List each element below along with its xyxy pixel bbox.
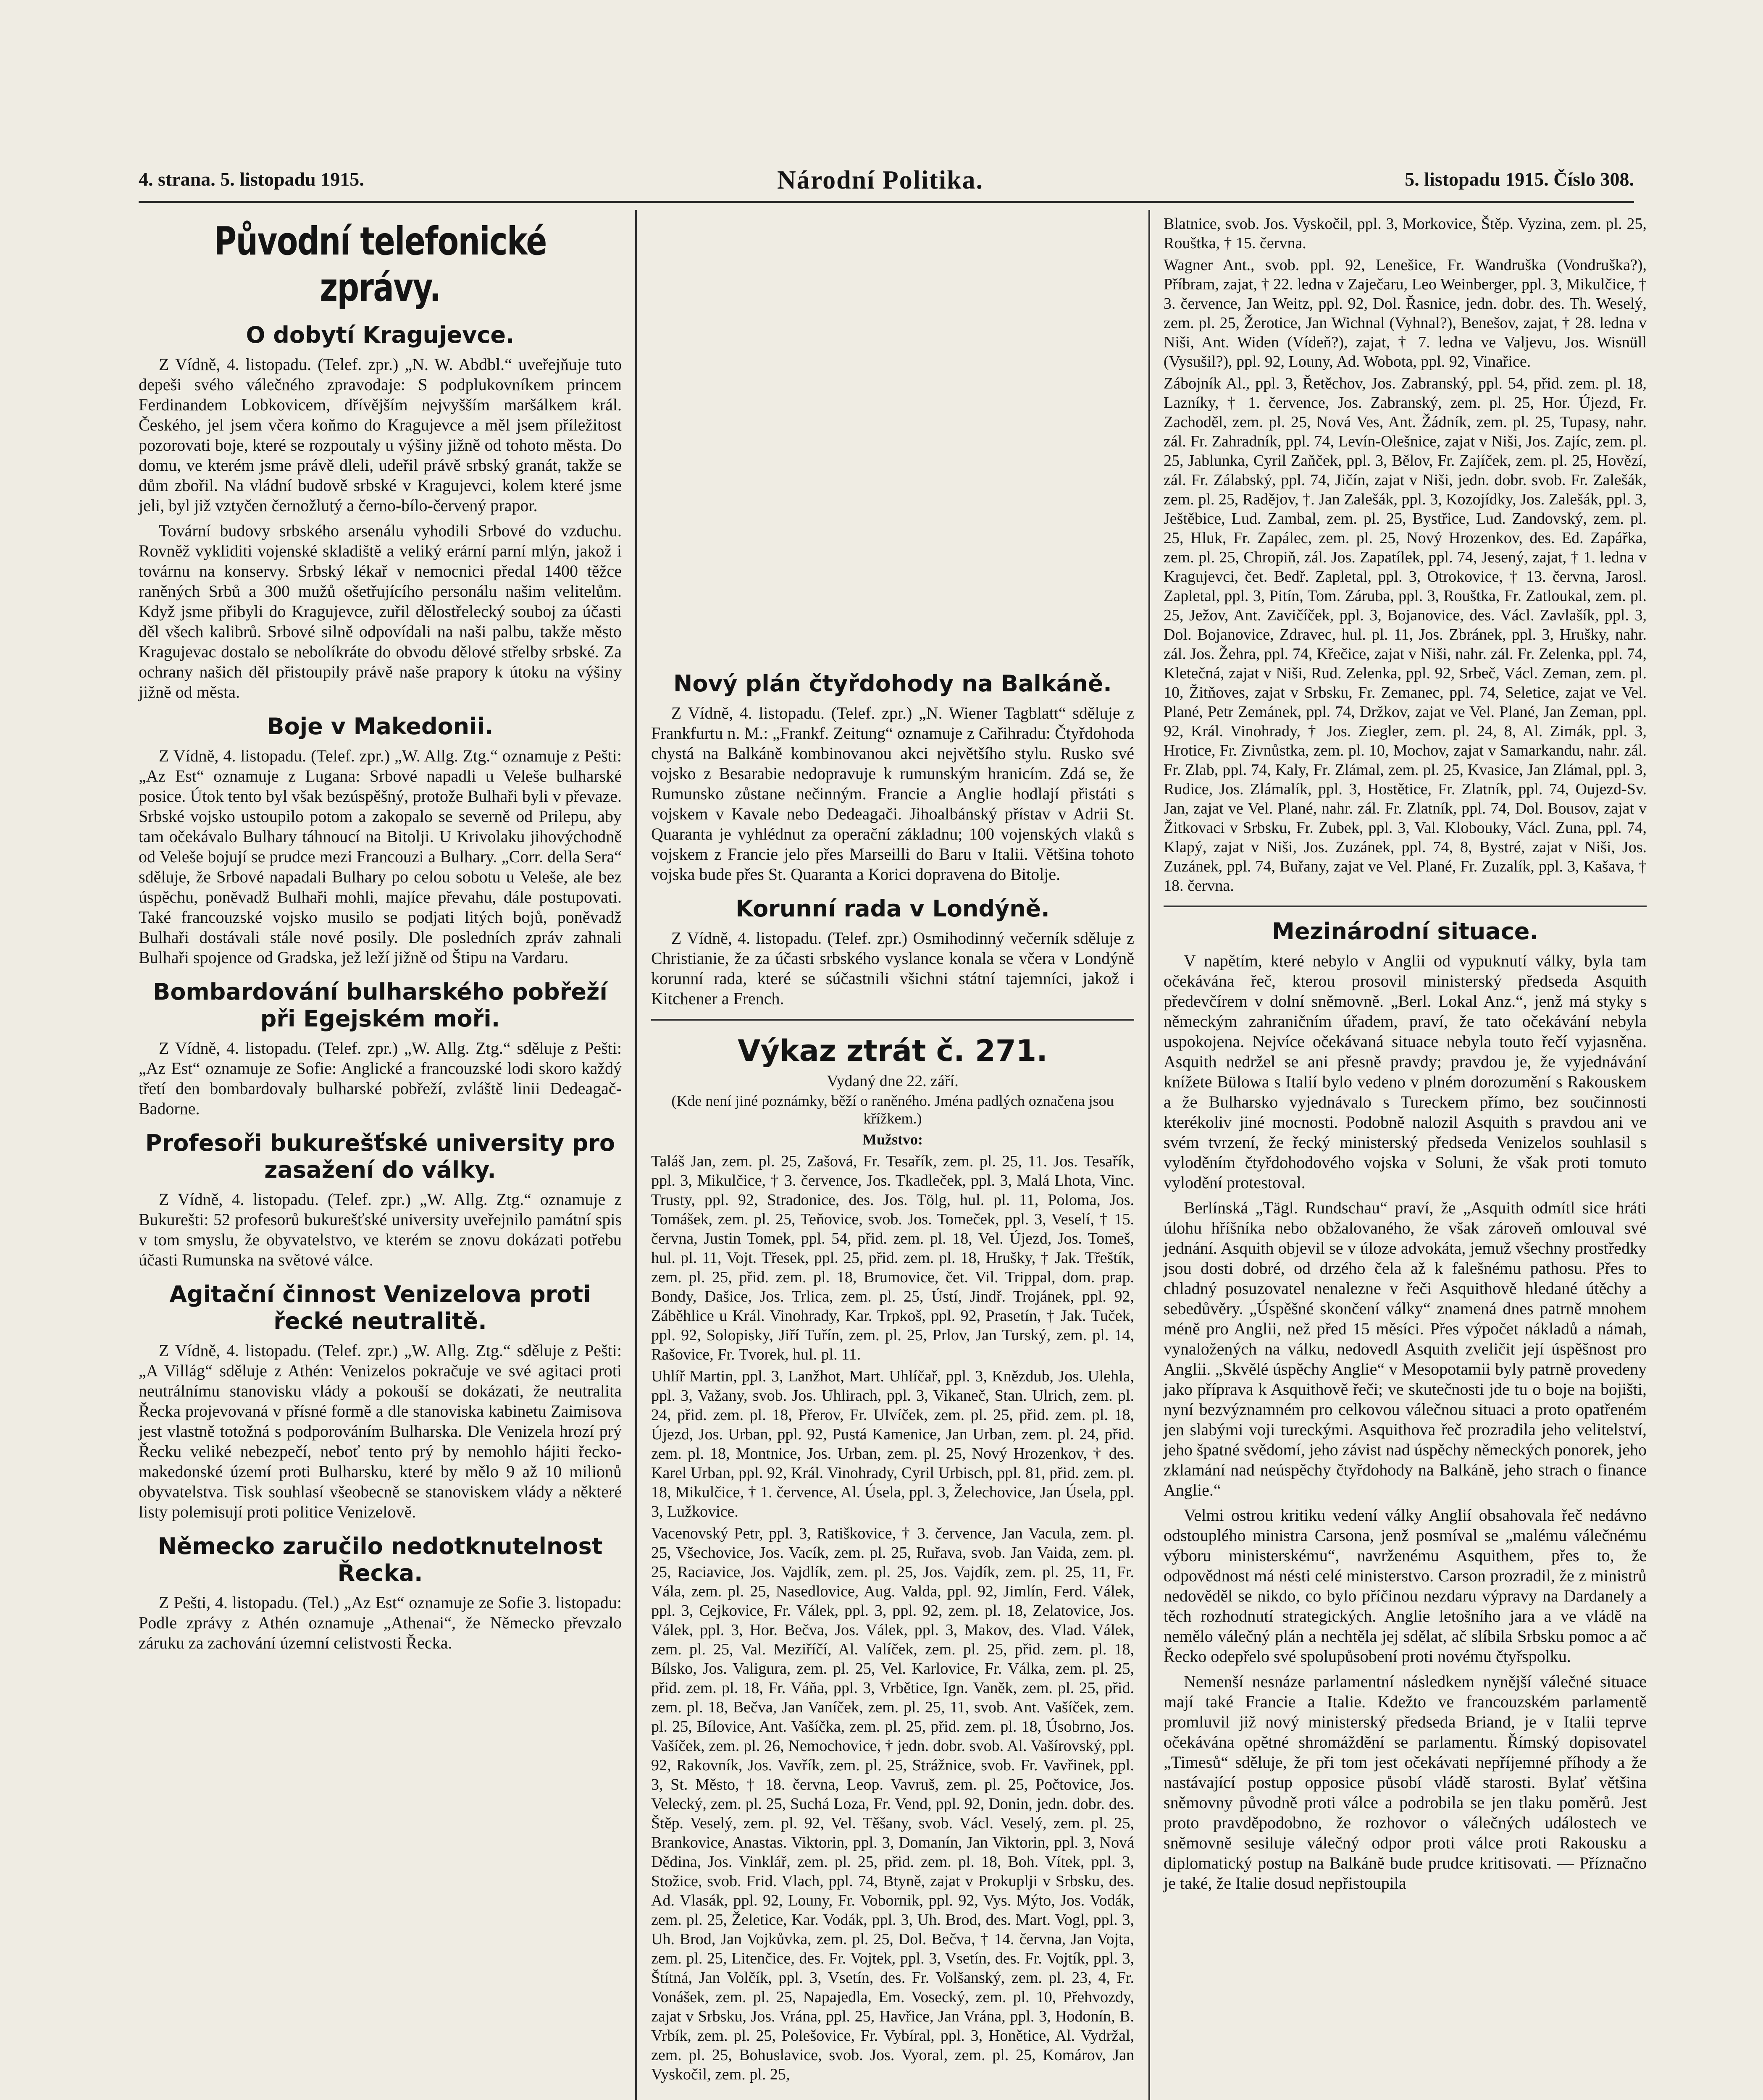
column-1 xyxy=(139,214,622,1652)
page-header xyxy=(139,168,1634,197)
section-rule xyxy=(651,1019,1134,1021)
column-2 xyxy=(651,214,1134,2100)
masthead: Národní Politika. xyxy=(777,166,984,194)
article-heading: Agitační činnost Venizelova proti řecké neutralitě. xyxy=(169,1281,591,1334)
header-rule xyxy=(139,201,1634,203)
article-paragraph: Z Vídně, 4. listopadu. (Telef. zpr.) Osmihodinný večerník sděluje z Christianie, že za účasti srbského vyslance konala se včera v Londýně korunní rada, které se súčastnili všichni státní tajemníci, jakož i Kitchener a French. xyxy=(651,929,1134,1008)
losses-note: (Kde není jiné poznámky, běží o raněného. Jména padlých označena jsou křížkem.) xyxy=(671,1092,1114,1127)
casualty-list-paragraph: Vacenovský Petr, ppl. 3, Ratiškovice, † 3. července, Jan Vacula, zem. pl. 25, Všechovice, Jos. Vacík, zem. pl. 25, Ruřava, svob. Jan Vaida, zem. pl. 25, Raciavice, Jos. Vajdlík, zem. pl. 25, Jos. Vajdík, zem. pl. 25, 11, Fr. Vála, zem. pl. 25, Nasedlovice, Aug. Valda, ppl. 92, Jimlín, Ferd. Válek, ppl. 3, Cejkovice, Fr. Válek, ppl. 3, ppl. 92, zem. pl. 18, Zelatovice, Jos. Válek, ppl. 3, Hor. Bečva, Jos. Válek, ppl. 3, Makov, des. Vlad. Válek, zem. pl. 25, Val. Meziříčí, Al. Valíček, zem. pl. 25, přid. zem. pl. 18, Bílsko, Jos. Valigura, zem. pl. 25, Vel. Karlovice, Fr. Válka, zem. pl. 25, přid. zem. pl. 18, Fr. Váňa, ppl. 3, Vrbětice, Ign. Vaněk, zem. pl. 25, přid. zem. pl. 18, Bečva, Jan Vaníček, zem. pl. 25, 11, svob. Ant. Vašíček, zem. pl. 25, Bílovice, Ant. Vašíčka, zem. pl. 25, přid. zem. pl. 18, Úsobrno, Jos. Vašíček, zem. pl. 26, Nemochovice, † jedn. dobr. svob. Al. Vašírovský, ppl. 92, Rakovník, Jos. Vavřík, zem. pl. 25, Strážnice, svob. Fr. Vavřinek, ppl. 3, St. Město, † 18. června, Leop. Vavruš, zem. pl. 25, Počtovice, Jos. Velecký, zem. pl. 25, Suchá Loza, Fr. Vend, ppl. 92, Donin, jedn. dobr. des. Štěp. Veselý, zem. pl. 92, Vel. Těšany, svob. Václ. Veselý, zem. pl. 25, Brankovice, Anastas. Viktorin, ppl. 3, Domanín, Jan Viktorin, ppl. 3, Nová Dědina, Jos. Vinklář, zem. pl. 25, přid. zem. pl. 18, Boh. Vítek, ppl. 3, Stožice, svob. Frid. Vlach, ppl. 74, Btyně, zajat v Prokuplji v Srbsku, des. Ad. Vlasák, ppl. 92, Louny, Fr. Vobornik, ppl. 92, Vys. Mýto, Jos. Vodák, zem. pl. 25, Želetice, Kar. Vodák, ppl. 3, Uh. Brod, des. Mart. Vogl, ppl. 3, Uh. Brod, Jan Vojkůvka, zem. pl. 25, Dol. Bečva, † 14. června, Jan Vojta, zem. pl. 25, Litenčice, des. Fr. Vojtek, ppl. 3, Vsetín, des. Fr. Vojtík, ppl. 3, Štítná, Jan Volčík, ppl. 3, Vsetín, des. Fr. Volšanský, zem. pl. 23, 4, Fr. Vonášek, zem. pl. 25, Napajedla, Em. Vosecký, zem. pl. 10, Přehvozdy, zajat v Srbsku, Jos. Vrána, ppl. 25, Havřice, Jan Vrána, ppl. 3, Hodonín, B. Vrbík, zem. pl. 25, Polešovice, Fr. Vybíral, ppl. 3, Honětice, Al. Vydržal, zem. pl. 25, Bohuslavice, svob. Jos. Vyoral, zem. pl. 25, Komárov, Jan Vyskočil, zem. pl. 25, xyxy=(651,1525,1134,2083)
article-heading: Profesoři bukurešťské university pro zasažení do války. xyxy=(145,1130,615,1183)
article-title: Mezinárodní situace. xyxy=(1272,918,1538,945)
article-paragraph: Z Vídně, 4. listopadu. (Telef. zpr.) „W. Allg. Ztg.“ sděluje z Pešti: „Az Est“ oznamuje ze Sofie: Anglické a francouzské lodi skoro každý třetí den bombardovaly bulharské pobřeží, zvláště linii Dedeagač-Badorne. xyxy=(139,1039,622,1118)
article-paragraph: Z Vídně, 4. listopadu. (Telef. zpr.) „W. Allg. Ztg.“ sděluje z Pešti: „A Villág“ sděluje z Athén: Venizelos pokračuje ve své agitaci proti neutrálnímu stanovisku vlády a pokouší se dokázati, že neutralita Řecka projevovaná v přísné formě a dle stanoviska kabinetu Zaimisova jest vlastně totožná s podporováním Bulharska. Dle Venizela hrozí prý Řecku veliké nebezpečí, neboť tento prý by nemohlo hájiti řecko-makedonské území proti Bulharsku, které by mělo 9 až 10 milionů obyvatelstva. Tisk souhlasí všeobecně se stanoviskem vlády a některé listy polemisují proti politice Venizelově. xyxy=(139,1341,622,1521)
section-title: Původní telefonické zprávy. xyxy=(214,219,547,310)
losses-report xyxy=(651,1033,1134,2084)
article-paragraph: Tovární budovy srbského arsenálu vyhodili Srbové do vzduchu. Rovněž vykliditi vojenské skladiště a veliký erární parní mlýn, jakož i továrnu na konservy. Srbský lékař v nemocnici předal 1400 těžce raněných Srbů a 300 mužů ošetřujícího personálu našim velitelům. Když jsme přibyli do Kragujevce, zuřil dělostřelecký souboj za účasti děl všech kalibrů. Srbové silně odpovídali na naši palbu, takže město Kragujevac dostalo se nebolíkráte do obvodu dělové střelby srbské. Za ochrany našich děl přistoupily právě naše prapory k útoku na výšiny jižně od města. xyxy=(139,521,622,701)
casualty-list-paragraph: Uhlíř Martin, ppl. 3, Lanžhot, Mart. Uhlíčař, ppl. 3, Knězdub, Jos. Ulehla, ppl. 3, Važany, svob. Jos. Uhlirach, ppl. 3, Vikaneč, Stan. Ulrich, zem. pl. 24, přid. zem. pl. 18, Přerov, Fr. Ulvíček, zem. pl. 25, přid. zem. pl. 18, Újezd, Jos. Urban, ppl. 92, Pustá Kamenice, Jan Urban, zem. pl. 24, přid. zem. pl. 18, Montnice, Jos. Urban, zem. pl. 25, Nový Hrozenkov, † des. Karel Urban, ppl. 92, Král. Vinohrady, Cyril Urbisch, ppl. 81, přid. zem. pl. 18, Mikulčice, † 1. července, Al. Úsela, ppl. 3, Želechovice, Jan Úsela, ppl. 3, Lužkovice. xyxy=(651,1368,1134,1520)
article-heading: Nový plán čtyřdohody na Balkáně. xyxy=(673,670,1112,697)
article-paragraph: Berlínská „Tägl. Rundschau“ praví, že „Asquith odmítl sice hráti úlohu hříšníka nebo obžalovaného, že však zároveň omlouval své jednání. Asquith objevil se v úloze advokáta, jemuž všechny prostředky jsou dosti dobré, od drzého čela až k falešnému pathosu. Přes to chladný posuzovatel nenalezne v řeči Asquithově hledané útěchy a sebedůvěry. „Úspěšné skončení války“ znamená dnes patrně mnohem méně pro Anglii, než před 15 měsíci. Přes výpočet nákladů a námah, vynaložených na válku, nedovedl Asquith zveličit její úspěšnost pro Anglii. „Skvělé úspěchy Anglie“ v Mesopotamii byly patrně provedeny jako příprava k Asquithově řeči; ve skutečnosti jde tu o boje na bojišti, nyní bezvýznamném pro celkovou válečnou situaci a proto opatřeném jen slabými voji tureckými. Asquithova řeč prozradila jeho velitelství, jeho špatné svědomí, jeho závist nad úspěchy německých ponorek, jeho zklamání nad neúspěchy čtyřdohody na Balkáně, jeho strach o finance Anglie.“ xyxy=(1164,1198,1647,1499)
article-paragraph: Z Vídně, 4. listopadu. (Telef. zpr.) „W. Allg. Ztg.“ oznamuje z Bukurešti: 52 profesorů bukurešťské university uveřejnilo památní spis v tom smyslu, že obyvatelstvo, ve kterém se znovu dokázati potřebu účasti Rumunska na světové válce. xyxy=(139,1190,622,1269)
column-divider-1 xyxy=(635,210,637,2100)
article-heading: Bombardování bulharského pobřeží při Egejském moři. xyxy=(153,979,607,1032)
article-paragraph: Z Pešti, 4. listopadu. (Tel.) „Az Est“ oznamuje ze Sofie 3. listopadu: Podle zprávy z Athén oznamuje „Athenai“, že Německo převzalo záruku za zachování územní celistvosti Řecka. xyxy=(139,1593,622,1652)
losses-title: Výkaz ztrát č. 271. xyxy=(738,1034,1048,1068)
article-paragraph: Z Vídně, 4. listopadu. (Telef. zpr.) „N. W. Abdbl.“ uveřejňuje tuto depeši svého válečného zpravodaje: S podplukovníkem princem Ferdinandem Lobkovicem, dřívějším nejvyšším maršálkem král. Českého, jel jsem včera koňmo do Kragujevce a měl jsem příležitost pozorovati boje, které se rozpoutaly u výšiny jižně od tohoto města. Do domu, ve kterém jsme právě dleli, udeřil právě srbský granát, takže se dům zbořil. Na vládní budově srbské v Kragujevci, kolem které jsme jeli, byl již vztyčen černožlutý a černo-bílo-červený prapor. xyxy=(139,355,622,515)
article-paragraph: Velmi ostrou kritiku vedení války Anglií obsahovala řeč nedávno odstouplého ministra Carsona, jenž posmíval se „malému válečnému výboru ministerskému“, navrženému Asquithem, přes to, že odpovědnost má nésti celé ministerstvo. Carson prozradil, že z ministrů nedověděl se nikdo, co bylo příčinou nezdaru výpravy na Dardanely a těch rozhodnutí strategických. Anglie letošního jara a ve vládě na nemělo válečný plán a nechtěla jej sdělat, ač slíbila Srbsku pomoc a ač Řecko odepřelo své spolupůsobení proti novému čtyřspolku. xyxy=(1164,1506,1647,1666)
article-heading: O dobytí Kragujevce. xyxy=(246,322,515,348)
article-paragraph: Z Vídně, 4. listopadu. (Telef. zpr.) „W. Allg. Ztg.“ oznamuje z Pešti: „Az Est“ oznamuje z Lugana: Srbové napadli u Veleše bulharské posice. Útok tento byl však bezúspěšný, protože Bulhaři byli v převaze. Srbské vojsko ustoupilo potom a zakopalo se severně od Prilepu, aby tam očekávalo Bulhary táhnoucí na Bitolji. U Krivolaku jihovýchodně od Veleše bojují se prudce mezi Francouzi a Bulhary. „Corr. della Sera“ sděluje, že Srbové napadali Bulhary po celou sobotu u Veleše, ale bez úspěchu, poněvadž Bulhaři mohli, majíce převahu, dále postupovati. Také francouzské vojsko musilo se podjati litých bojů, poněvadž Bulhaři dostávali stále nové posily. Dle posledních zpráv zahnali Bulhaři spojence od Gradska, jež leží jižně od Štipu na Vardaru. xyxy=(139,746,622,967)
article-paragraph: Nemenší nesnáze parlamentní následkem nynější válečné situace mají také Francie a Italie. Kdežto ve francouzském parlamentě promluvil již nový ministerský předseda Briand, je v Italii teprve očekávána opětné shromáždění se parlamentu. Římský dopisovatel „Timesů“ sděluje, že při tom jest očekávati nepříjemné příhody a že nastávající postup opposice působí vládě starosti. Bylať většina sněmovny původně proti válce a podrobila se jen tlaku poměrů. Jest proto pravděpodobno, že rozhovor o válečných událostech ve sněmovně sesiluje válečný odpor proti válce proti Rakousku a diplomatický postup na Balkáně bude prudce kritisovati. — Příznačno je také, že Italie dosud nepřistoupila xyxy=(1164,1672,1647,1893)
casualty-list-paragraph: Zábojník Al., ppl. 3, Řetěchov, Jos. Zabranský, ppl. 54, přid. zem. pl. 18, Lazníky, † 1. července, Jos. Zabranský, zem. pl. 25, Hor. Újezd, Fr. Zachoděl, zem. pl. 25, Nová Ves, Ant. Žádník, zem. pl. 25, Tupasy, nahr. zál. Fr. Zahradník, ppl. 74, Levín-Olešnice, zajat v Niši, Jos. Zajíc, zem. pl. 25, Jablunka, Cyril Zaňček, ppl. 3, Bělov, Fr. Zajíček, zem. pl. 25, Hovězí, zál. Fr. Zálabský, ppl. 74, Jičín, zajat v Niši, jedn. dobr. svob. Fr. Zalešák, zem. pl. 25, Radějov, †. Jan Zalešák, ppl. 3, Kozojídky, Jos. Zalešák, ppl. 3, Ještěbice, Lud. Zambal, zem. pl. 25, Bystřice, Lud. Zandovský, zem. pl. 25, Hluk, Fr. Zapálec, zem. pl. 25, Nový Hrozenkov, des. Ed. Zapářka, zem. pl. 25, Chropiň, zál. Jos. Zapatílek, ppl. 74, Jesený, zajat, † 1. ledna v Kragujevci, čet. Bedř. Zapletal, ppl. 3, Otrokovice, † 13. června, Jarosl. Zapletal, ppl. 3, Pitín, Tom. Záruba, ppl. 3, Rouštka, Fr. Zatloukal, zem. pl. 25, Ježov, Ant. Zavičíček, ppl. 3, Bojanovice, des. Václ. Zavlašík, ppl. 3, Dol. Bojanovice, Zdravec, hul. pl. 11, Jos. Zbránek, ppl. 3, Hrušky, nahr. zál. Jos. Žehra, ppl. 74, Křečice, zajat v Niši, nahr. zál. Fr. Zelenka, ppl. 74, Kletečná, zajat v Niši, Rud. Zelenka, ppl. 92, Srbeč, Václ. Zeman, zem. pl. 10, Žitňoves, zajat v Srbsku, Fr. Zemanec, ppl. 74, Seletice, zajat ve Vel. Plané, Petr Zemánek, ppl. 74, Držkov, zajat ve Vel. Plané, Jan Zeman, ppl. 92, Král. Vinohrady, † Jos. Ziegler, zem. pl. 24, 8, Al. Zimák, ppl. 3, Hrotice, Fr. Zivnůstka, zem. pl. 10, Mochov, zajat v Samarkandu, nahr. zál. Fr. Zlab, ppl. 74, Kaly, Fr. Zlámal, zem. pl. 25, Kvasice, Jan Zlámal, ppl. 3, Rudice, Jos. Zlámalík, ppl. 3, Hostětice, Fr. Zlatník, ppl. 74, Oujezd-Sv. Jan, zajat ve Vel. Plané, nahr. zál. Fr. Zlatník, ppl. 74, Dol. Bousov, zajat v Žitkovaci v Srbsku, Fr. Zubek, ppl. 3, Val. Klobouky, Václ. Zuna, ppl. 74, Klapý, zajat v Niši, Jos. Zuzánek, ppl. 74, 8, Bystré, zajat v Niši, Jos. Zuzánek, ppl. 74, Buřany, zajat ve Vel. Plané, Fr. Zuzalík, ppl. 3, Kašava, † 18. června. xyxy=(1164,375,1647,895)
header-left: 4. strana. 5. listopadu 1915. xyxy=(139,168,364,190)
casualty-list-paragraph: Wagner Ant., svob. ppl. 92, Lenešice, Fr. Wandruška (Vondruška?), Příbram, zajat, † 22. ledna v Zaječaru, Leo Weinberger, ppl. 3, Mikulčice, † 3. července, Jan Weitz, ppl. 92, Dol. Řasnice, jedn. dobr. des. Th. Weselý, zem. pl. 25, Žerotice, Jan Wichnal (Vyhnal?), Benešov, zajat, † 28. ledna v Niši, Ant. Widen (Vídeň?), zajat, † 7. ledna ve Valjevu, Jos. Wisnüll (Vysušil?), ppl. 92, Louny, Ad. Wobota, ppl. 92, Vinařice. xyxy=(1164,256,1647,370)
column-divider-2 xyxy=(1148,210,1150,2100)
losses-issued: Vydaný dne 22. září. xyxy=(827,1072,959,1090)
article-paragraph: Z Vídně, 4. listopadu. (Telef. zpr.) „N. Wiener Tagblatt“ sděluje z Frankfurtu n. M.: „Frankf. Zeitung“ oznamuje z Cařihradu: Čtyřdohoda chystá na Balkáně kombinovanou akci největšího stylu. Rusko své vojsko z Besarabie nedopravuje k rumunským hranicím. Zdá se, že Rumunsko zůstane nečinným. Francie a Anglie hodlají přistáti s vojskem v Kavale nebo Dedeagači. Jihoalbánský přístav v Adrii St. Quaranta je vyhlédnut za operační základnu; 100 vojenských vlaků s vojskem z Francie jelo přes Marseilli do Baru v Italii. Většina tohoto vojska bude přes St. Quaranta a Korici dopravena do Bitolje. xyxy=(651,704,1134,884)
article-heading: Německo zaručilo nedotknutelnost Řecka. xyxy=(158,1533,603,1586)
header-right: 5. listopadu 1915. Číslo 308. xyxy=(1405,168,1634,190)
section-rule-2 xyxy=(1164,906,1647,907)
article-paragraph: V napětím, které nebylo v Anglii od vypuknutí války, byla tam očekávána řeč, kterou prosovil ministerský předseda Asquith předevčírem v dolní sněmovně. „Berl. Lokal Anz.“, jenž má styky s německým zahraničním úřadem, praví, že tato očekávání nebyla uspokojena. Nejvíce očekávaná situace nebyla touto řečí vyjasněna. Asquith nedržel se ani přesně pravdy; pravdou je, že vyjednávání knížete Bülowa s Italií bylo vedeno v plném dorozumění s Rakouskem a že Bulharsko vyjednávalo s Tureckem přímo, bez součinnosti kterékoliv jiné mocnosti. Podobně nalozil Asquith s pravdou ani ve svém tvrzení, že řecký ministerský předseda Venizelos souhlasil s vyloděním čtyřdohodového vojska v Soluni, že však proti tomuto vylodění protestoval. xyxy=(1164,951,1647,1192)
casualty-list-paragraph: Blatnice, svob. Jos. Vyskočil, ppl. 3, Morkovice, Štěp. Vyzina, zem. pl. 25, Rouštka, † 15. června. xyxy=(1164,215,1647,252)
article-heading: Korunní rada v Londýně. xyxy=(736,895,1050,922)
column-3 xyxy=(1164,214,1647,2100)
losses-subhead: Mužstvo: xyxy=(862,1131,923,1148)
column-2-top-gap xyxy=(651,214,1134,659)
article-heading: Boje v Makedonii. xyxy=(267,713,494,740)
casualty-list-paragraph: Taláš Jan, zem. pl. 25, Zašová, Fr. Tesařík, zem. pl. 25, 11. Jos. Tesařík, ppl. 3, Mikulčice, † 3. července, Jos. Tkadleček, ppl. 3, Malá Lhota, Vinc. Trusty, ppl. 92, Stradonice, des. Jos. Tölg, hul. pl. 11, Poloma, Jos. Tomášek, zem. pl. 25, Teňovice, svob. Jos. Tomeček, ppl. 3, Veselí, † 15. června, Justin Tomek, ppl. 54, přid. zem. pl. 18, Vel. Újezd, Jos. Tomeš, hul. pl. 11, Vojt. Třesek, ppl. 25, přid. zem. pl. 18, Hrušky, † Jak. Třeštík, zem. pl. 25, přid. zem. pl. 18, Brumovice, čet. Vil. Trippal, dom. prap. Bondy, Dašice, Jos. Trlica, zem. pl. 25, Ústí, Jindř. Trojánek, ppl. 92, Záběhlice u Král. Vinohrady, Kar. Trpkoš, ppl. 92, Prasetín, † Jak. Tuček, ppl. 92, Solopisky, Jiří Tuřín, zem. pl. 25, Prlov, Jan Turský, zem. pl. 14, Rašovice, Fr. Tvorek, hul. pl. 11. xyxy=(651,1152,1134,1363)
